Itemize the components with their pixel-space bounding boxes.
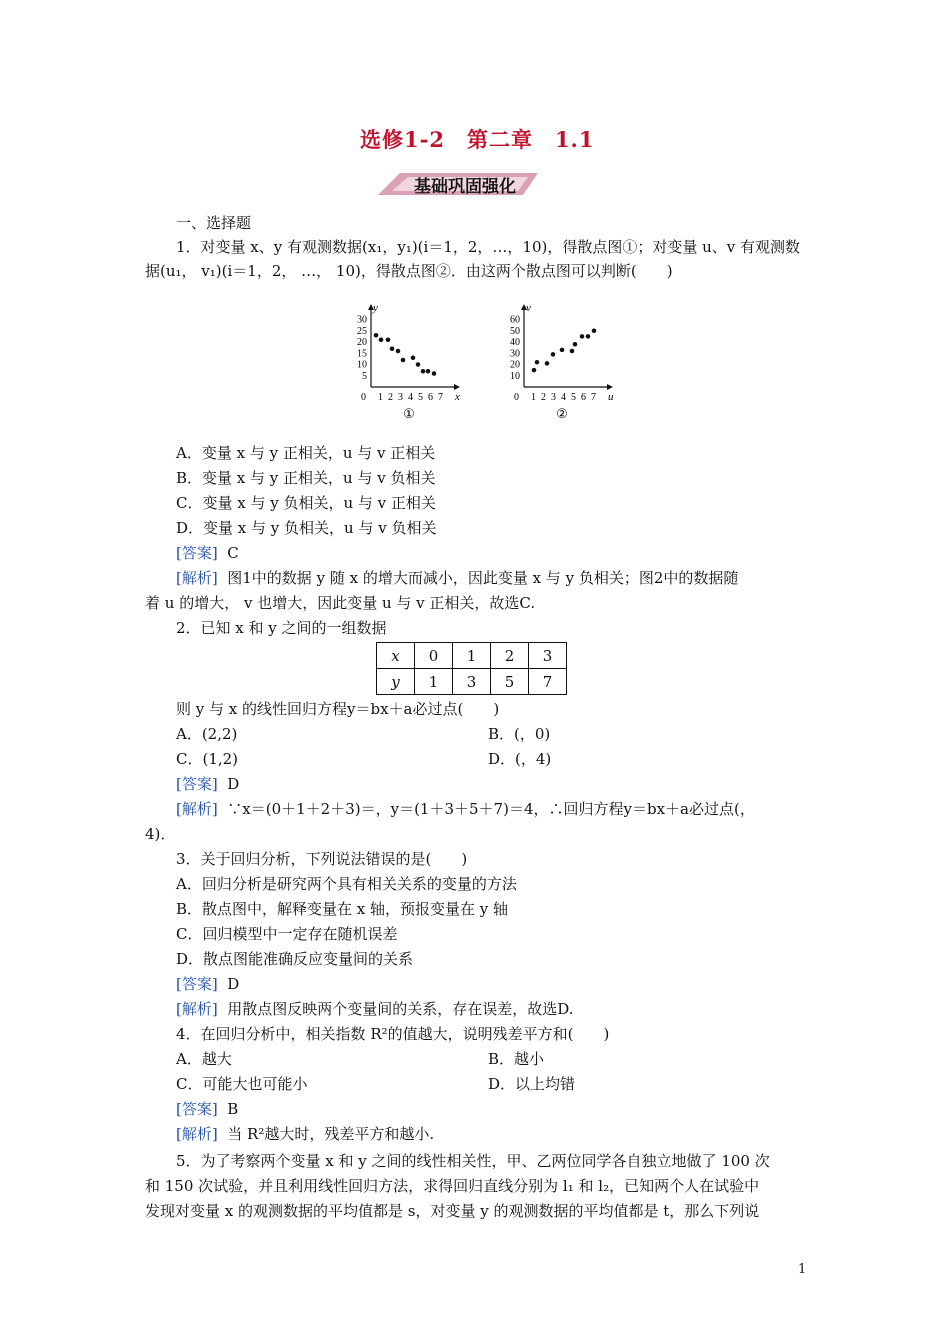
q2-analysis-line2: 4)． bbox=[145, 825, 176, 843]
analysis-text: 图1中的数据 y 随 x 的增大而减小，因此变量 x 与 y 负相关；图2中的数据随 bbox=[227, 569, 739, 587]
data-point bbox=[379, 337, 384, 342]
q1-option-c: C．变量 x 与 y 负相关，u 与 v 正相关 bbox=[176, 494, 436, 512]
q2-answer bbox=[176, 773, 239, 794]
data-point bbox=[545, 361, 550, 366]
banner-label: 基础巩固强化 bbox=[414, 177, 516, 197]
analysis-text: 当 R²越大时，残差平方和越小. bbox=[227, 1125, 435, 1143]
answer-tag: [答案] bbox=[176, 1100, 218, 1118]
data-point bbox=[426, 369, 431, 374]
analysis-tag: [解析] bbox=[176, 1000, 218, 1018]
analysis-tag: [解析] bbox=[176, 569, 218, 587]
x-tick-label: 4 bbox=[561, 392, 566, 403]
q4-answer bbox=[176, 1098, 238, 1119]
data-point bbox=[560, 348, 565, 353]
section-heading: 一、选择题 bbox=[176, 214, 252, 232]
q1-analysis-line2: 着 u 的增大， v 也增大，因此变量 u 与 v 正相关，故选C. bbox=[145, 594, 536, 612]
q1-option-a: A．变量 x 与 y 正相关，u 与 v 正相关 bbox=[176, 444, 436, 462]
section-banner bbox=[378, 171, 538, 195]
table-cell: 3 bbox=[529, 643, 567, 669]
x-tick-label: 0 bbox=[514, 392, 519, 403]
q2-option-d: D．(，4) bbox=[488, 750, 552, 768]
q3-stem: 3．关于回归分析，下列说法错误的是( ) bbox=[176, 850, 468, 868]
q4-option-c: C．可能大也可能小 bbox=[176, 1075, 308, 1093]
data-point bbox=[535, 360, 540, 365]
data-point bbox=[401, 358, 406, 363]
q2-option-b: B．(，0) bbox=[488, 725, 551, 743]
q4-option-b: B．越小 bbox=[488, 1050, 545, 1068]
table-cell: 5 bbox=[491, 669, 529, 695]
y-axis-label: v bbox=[526, 302, 531, 314]
page-number: 1 bbox=[798, 1262, 807, 1277]
q3-option-a: A．回归分析是研究两个具有相关关系的变量的方法 bbox=[176, 875, 517, 893]
table-cell: 2 bbox=[491, 643, 529, 669]
x-tick-label: 7 bbox=[438, 392, 443, 403]
data-point bbox=[411, 355, 416, 360]
table-cell: 1 bbox=[415, 669, 453, 695]
q1-option-b: B．变量 x 与 y 正相关，u 与 v 负相关 bbox=[176, 469, 436, 487]
data-point bbox=[374, 333, 379, 338]
x-tick-label: 1 bbox=[531, 392, 536, 403]
data-point bbox=[592, 328, 597, 333]
table-cell: x bbox=[377, 643, 415, 669]
answer-value: B bbox=[227, 1100, 239, 1118]
x-tick-label: 2 bbox=[388, 392, 393, 403]
data-table bbox=[376, 642, 567, 695]
analysis-text: ∵x＝(0＋1＋2＋3)＝，y＝(1＋3＋5＋7)＝4，∴回归方程y＝bx＋a必过点(， bbox=[227, 800, 755, 818]
analysis-tag: [解析] bbox=[176, 1125, 218, 1143]
table-cell: 1 bbox=[453, 643, 491, 669]
q2-option-c: C．(1,2) bbox=[176, 750, 239, 768]
data-point bbox=[532, 368, 537, 373]
x-axis-label: u bbox=[608, 391, 614, 403]
data-point bbox=[390, 346, 395, 351]
table-row bbox=[377, 643, 567, 669]
x-tick-label: 5 bbox=[418, 392, 423, 403]
x-tick-label: 6 bbox=[428, 392, 433, 403]
q1-stem-line2: 据(u₁， v₁)(i＝1，2， …， 10)，得散点图②．由这两个散点图可以判断( ) bbox=[145, 262, 673, 280]
data-point bbox=[396, 349, 401, 354]
q5-stem-line1: 5．为了考察两个变量 x 和 y 之间的线性相关性，甲、乙两位同学各自独立地做了 100 次 bbox=[176, 1152, 770, 1170]
q2-option-a: A．(2,2) bbox=[176, 725, 238, 743]
data-point bbox=[580, 334, 585, 339]
q1-answer bbox=[176, 542, 239, 563]
x-axis-arrow bbox=[607, 384, 613, 390]
data-point bbox=[570, 349, 575, 354]
q3-answer bbox=[176, 973, 239, 994]
scatter-plot-2 bbox=[498, 292, 618, 426]
answer-value: D bbox=[227, 775, 240, 793]
answer-tag: [答案] bbox=[176, 775, 218, 793]
x-tick-label: 5 bbox=[571, 392, 576, 403]
answer-tag: [答案] bbox=[176, 975, 218, 993]
answer-tag: [答案] bbox=[176, 544, 218, 562]
q3-option-b: B．散点图中，解释变量在 x 轴，预报变量在 y 轴 bbox=[176, 900, 509, 918]
table-row bbox=[377, 669, 567, 695]
data-point bbox=[432, 371, 437, 376]
data-point bbox=[416, 362, 421, 367]
y-tick-label: 30 bbox=[357, 314, 367, 326]
page-title: 选修1-2 第二章 1.1 bbox=[360, 127, 595, 152]
x-tick-label: 6 bbox=[581, 392, 586, 403]
data-point bbox=[586, 334, 591, 339]
scatter-plot-1 bbox=[340, 292, 460, 426]
y-tick-label: 10 bbox=[357, 359, 367, 371]
y-tick-label: 30 bbox=[510, 348, 520, 360]
data-point bbox=[573, 342, 578, 347]
data-point bbox=[421, 369, 426, 374]
q2-stem: 2．已知 x 和 y 之间的一组数据 bbox=[176, 619, 387, 637]
answer-value: C bbox=[227, 544, 239, 562]
x-tick-label: 2 bbox=[541, 392, 546, 403]
x-tick-label: 3 bbox=[551, 392, 556, 403]
q1-option-d: D．变量 x 与 y 负相关，u 与 v 负相关 bbox=[176, 519, 437, 537]
q2-analysis-line1 bbox=[176, 798, 755, 819]
x-tick-label: 7 bbox=[591, 392, 596, 403]
y-tick-label: 10 bbox=[510, 370, 520, 382]
y-tick-label: 5 bbox=[362, 370, 367, 382]
chart-caption: ① bbox=[403, 406, 415, 421]
answer-value: D bbox=[227, 975, 240, 993]
x-axis-label: x bbox=[455, 391, 460, 403]
x-axis-arrow bbox=[454, 384, 460, 390]
x-tick-label: 0 bbox=[361, 392, 366, 403]
table-cell: y bbox=[377, 669, 415, 695]
q5-stem-line3: 发现对变量 x 的观测数据的平均值都是 s，对变量 y 的观测数据的平均值都是 t，那么下列说 bbox=[145, 1202, 760, 1220]
data-point bbox=[551, 352, 556, 357]
q4-option-a: A．越大 bbox=[176, 1050, 232, 1068]
y-tick-label: 20 bbox=[357, 337, 367, 348]
x-tick-label: 4 bbox=[408, 392, 413, 403]
y-axis-label: y bbox=[373, 302, 378, 314]
q4-analysis bbox=[176, 1123, 434, 1144]
q3-analysis bbox=[176, 998, 574, 1019]
q4-option-d: D．以上均错 bbox=[488, 1075, 576, 1093]
analysis-tag: [解析] bbox=[176, 800, 218, 818]
y-tick-label: 15 bbox=[357, 348, 367, 360]
y-tick-label: 60 bbox=[510, 314, 520, 326]
q5-stem-line2: 和 150 次试验，并且利用线性回归方法，求得回归直线分别为 l₁ 和 l₂，已知两个人在试验中 bbox=[145, 1177, 760, 1195]
table-cell: 7 bbox=[529, 669, 567, 695]
q4-stem: 4．在回归分析中，相关指数 R²的值越大，说明残差平方和( ) bbox=[176, 1025, 610, 1043]
y-tick-label: 25 bbox=[357, 325, 367, 337]
q1-analysis-line1 bbox=[176, 567, 738, 588]
q2-follow: 则 y 与 x 的线性回归方程y＝bx＋a必过点( ) bbox=[176, 700, 500, 718]
y-tick-label: 20 bbox=[510, 359, 520, 371]
table-cell: 3 bbox=[453, 669, 491, 695]
x-tick-label: 1 bbox=[378, 392, 383, 403]
q3-option-c: C．回归模型中一定存在随机误差 bbox=[176, 925, 398, 943]
table-cell: 0 bbox=[415, 643, 453, 669]
x-tick-label: 3 bbox=[398, 392, 403, 403]
q1-stem-line1: 1．对变量 x、y 有观测数据(x₁，y₁)(i＝1，2，…，10)，得散点图①；对变量 u、v 有观测数 bbox=[176, 238, 801, 256]
y-tick-label: 40 bbox=[510, 337, 520, 348]
analysis-text: 用散点图反映两个变量间的关系，存在误差，故选D. bbox=[227, 1000, 574, 1018]
q3-option-d: D．散点图能准确反应变量间的关系 bbox=[176, 950, 414, 968]
chart-caption: ② bbox=[556, 406, 568, 421]
y-tick-label: 50 bbox=[510, 325, 520, 337]
data-point bbox=[386, 337, 391, 342]
